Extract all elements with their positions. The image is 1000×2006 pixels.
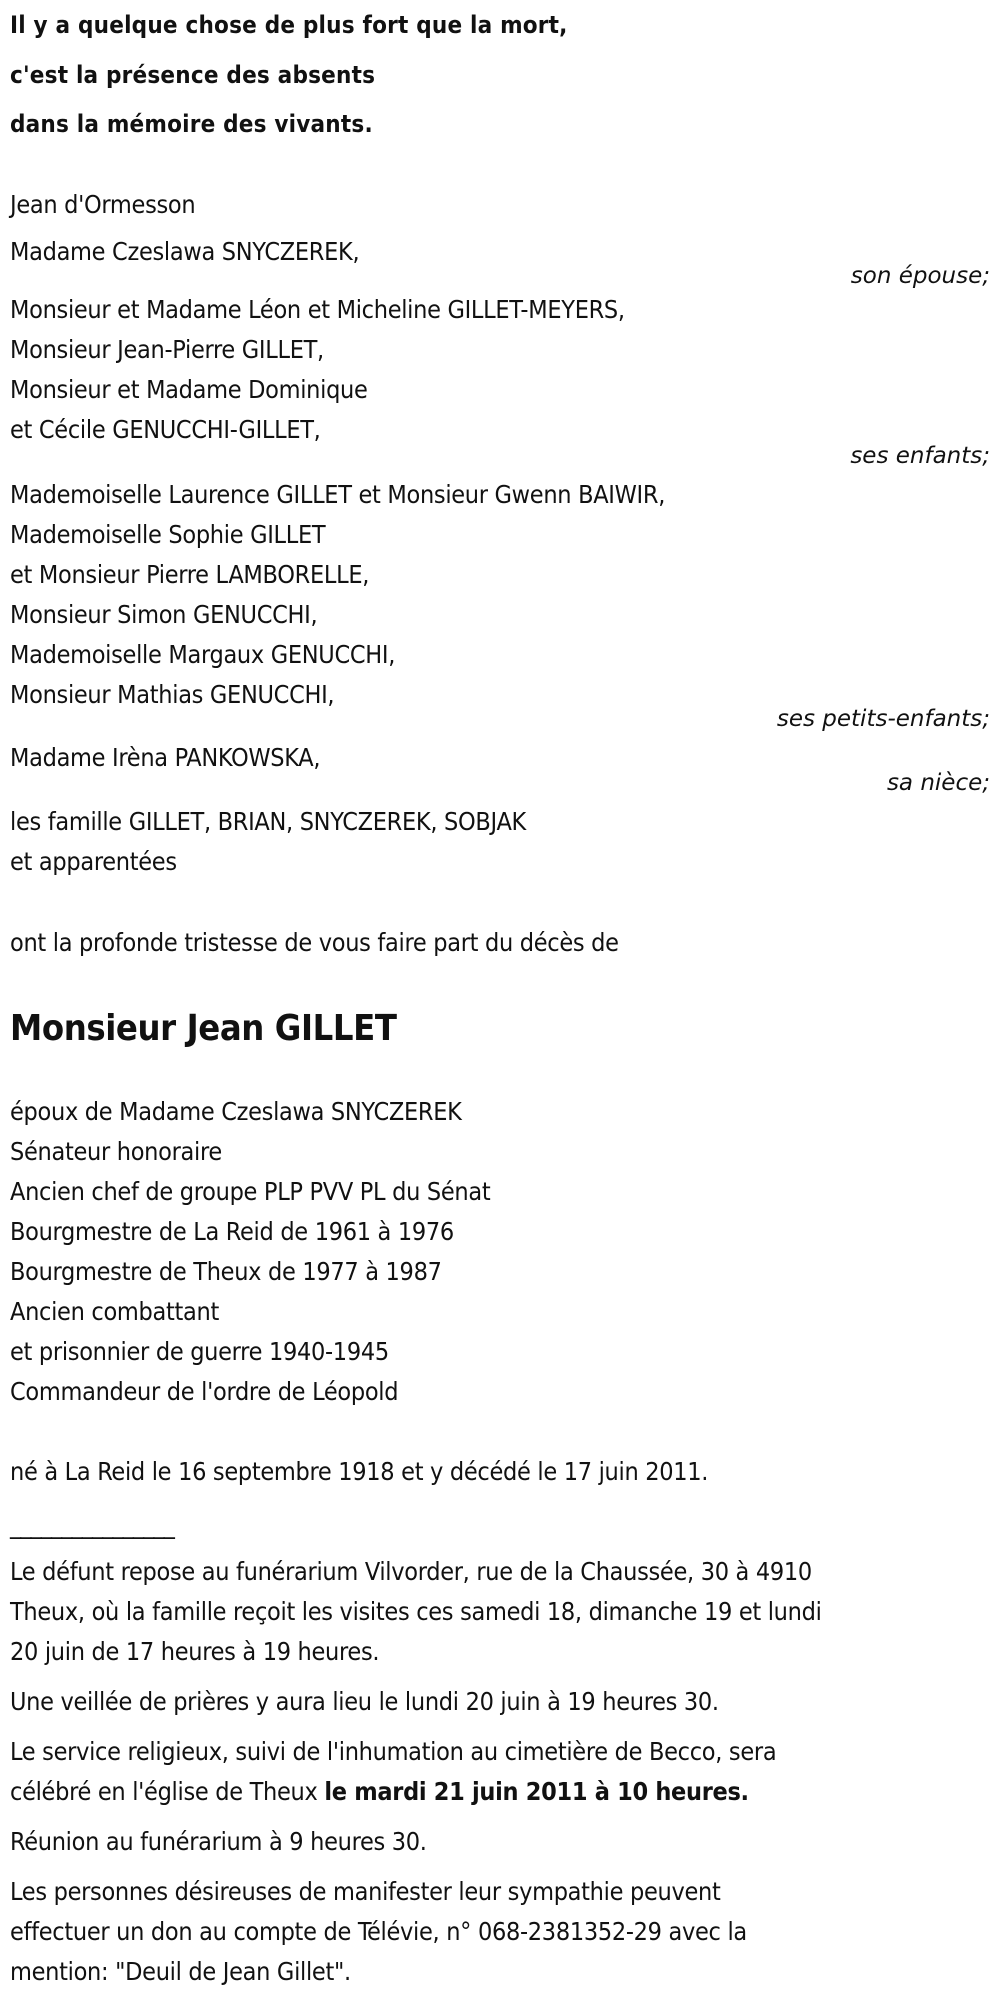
deceased-title-line: Ancien combattant <box>10 1297 219 1326</box>
service-line <box>10 1777 749 1807</box>
family-children-line: Monsieur Jean-Pierre GILLET, <box>10 335 324 364</box>
donation-line: mention: "Deuil de Jean Gillet". <box>10 1957 351 1986</box>
announcement-text: ont la profonde tristesse de vous faire part du décès de <box>10 928 619 957</box>
birth-death-text: né à La Reid le 16 septembre 1918 et y décédé le 17 juin 2011. <box>10 1457 709 1486</box>
family-grandchildren-line: Mademoiselle Laurence GILLET et Monsieur Gwenn BAIWIR, <box>10 480 666 509</box>
donation-line: effectuer un don au compte de Télévie, n° 068-2381352-29 avec la <box>10 1917 747 1946</box>
deceased-title-line: époux de Madame Czeslawa SNYCZEREK <box>10 1097 462 1126</box>
relation-label-children: ses enfants; <box>850 443 990 469</box>
repose-line: Le défunt repose au funérarium Vilvorder, rue de la Chaussée, 30 à 4910 <box>10 1557 812 1586</box>
family-others-line: les famille GILLET, BRIAN, SNYCZEREK, SOBJAK <box>10 807 526 836</box>
family-children-line: Monsieur et Madame Léon et Micheline GILLET-MEYERS, <box>10 295 625 324</box>
deceased-name: Monsieur Jean GILLET <box>10 1008 397 1049</box>
family-grandchildren-line: Mademoiselle Sophie GILLET <box>10 520 326 549</box>
vigil-text: Une veillée de prières y aura lieu le lundi 20 juin à 19 heures 30. <box>10 1687 719 1716</box>
family-children-line: et Cécile GENUCCHI-GILLET, <box>10 415 321 444</box>
deceased-title-line: Bourgmestre de La Reid de 1961 à 1976 <box>10 1217 454 1246</box>
donation-line: Les personnes désireuses de manifester leur sympathie peuvent <box>10 1877 721 1906</box>
family-grandchildren-line: et Monsieur Pierre LAMBORELLE, <box>10 560 370 589</box>
separator-line: ________________ <box>10 1510 174 1539</box>
deceased-title-line: Commandeur de l'ordre de Léopold <box>10 1377 399 1406</box>
family-children-line: Monsieur et Madame Dominique <box>10 375 368 404</box>
epigraph-line: Il y a quelque chose de plus fort que la mort, <box>10 11 568 39</box>
service-date-time: le mardi 21 juin 2011 à 10 heures. <box>324 1777 749 1806</box>
epigraph-author: Jean d'Ormesson <box>10 190 196 219</box>
deceased-title-line: Bourgmestre de Theux de 1977 à 1987 <box>10 1257 442 1286</box>
repose-line: Theux, où la famille reçoit les visites ces samedi 18, dimanche 19 et lundi <box>10 1597 822 1626</box>
meeting-text: Réunion au funérarium à 9 heures 30. <box>10 1827 427 1856</box>
repose-line: 20 juin de 17 heures à 19 heures. <box>10 1637 380 1666</box>
family-niece-line: Madame Irèna PANKOWSKA, <box>10 743 321 772</box>
family-grandchildren-line: Monsieur Simon GENUCCHI, <box>10 600 318 629</box>
service-line: Le service religieux, suivi de l'inhumation au cimetière de Becco, sera <box>10 1737 777 1766</box>
deceased-title-line: et prisonnier de guerre 1940-1945 <box>10 1337 389 1366</box>
service-prefix: célébré en l'église de Theux <box>10 1777 325 1806</box>
deceased-title-line: Ancien chef de groupe PLP PVV PL du Sénat <box>10 1177 491 1206</box>
family-spouse-line: Madame Czeslawa SNYCZEREK, <box>10 237 360 266</box>
deceased-title-line: Sénateur honoraire <box>10 1137 222 1166</box>
family-others-line: et apparentées <box>10 847 177 876</box>
family-grandchildren-line: Mademoiselle Margaux GENUCCHI, <box>10 640 396 669</box>
family-grandchildren-line: Monsieur Mathias GENUCCHI, <box>10 680 335 709</box>
epigraph-line: c'est la présence des absents <box>10 61 376 89</box>
relation-label-niece: sa nièce; <box>886 770 990 796</box>
relation-label-grandchildren: ses petits-enfants; <box>776 706 990 732</box>
epigraph-line: dans la mémoire des vivants. <box>10 110 373 138</box>
relation-label-spouse: son épouse; <box>850 263 990 289</box>
